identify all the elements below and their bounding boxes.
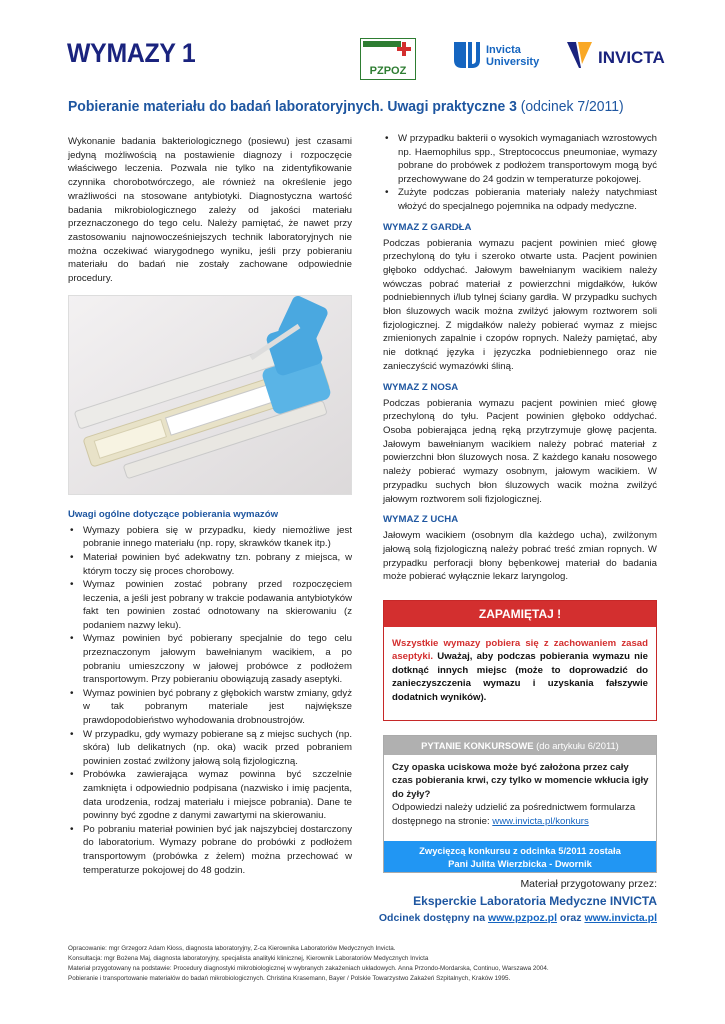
footer-line: Pobieranie i transportowanie materiałów do badań mikrobiologicznych. Christina Krasemann, Bayer / Polskie Towarzystwo Zakażeń Szpitalnych, Kraków 1995. xyxy=(68,975,511,982)
prepared-by-label: Materiał przygotowany przez: xyxy=(520,878,657,890)
quiz-question: Czy opaska uciskowa może być założona przez cały czas pobierania krwi, czy tylko w momencie wkłucia igły do żyły? xyxy=(392,762,649,800)
quiz-form-link[interactable]: www.invicta.pl/konkurs xyxy=(492,815,589,827)
university-emblem-icon xyxy=(452,38,482,70)
remember-red-text: Wszystkie wymazy pobiera się z zachowaniem zasad aseptyki. xyxy=(392,638,648,663)
medical-cross-icon xyxy=(397,42,411,56)
page-subtitle xyxy=(68,98,624,115)
list-item: • Wymaz powinien być pobrany z głębokich warstw zmiany, gdyż w tak pobranym materiale jest największe prawdopodobieństwo wyhodowania drobnoustrojów. xyxy=(68,687,352,728)
invicta-v-icon xyxy=(566,40,594,70)
list-item: • W przypadku bakterii o wysokich wymaganiach wzrostowych np. Haemophilus spp., Streptococcus pneumoniae, wymazy pobrane do probówek z podłożem transportowym mogą być przechowywane do 24 godzin w temperaturze pokojowej. xyxy=(383,132,657,186)
quiz-box xyxy=(383,735,657,873)
footer-line: Materiał przygotowany na podstawie: Procedury diagnostyki mikrobiologicznej w wybranych zakażeniach układowych. Anna Przondo-Mordarska, Continuo, Warszawa 2004. xyxy=(68,965,549,972)
right-column xyxy=(383,132,657,584)
nose-swab-text: Podczas pobierania wymazu pacjent powinien mieć głowę przechyloną do tyłu. Pacjent powinien głęboko oddychać. Osoba pobierająca jedną ręką przytrzymuje głowę pacjenta. Jałowym bawełnianym wacikiem należy pobrać materiał z powierzchni błon śluzowych nosa. Z każdego kanału nosowego należy pobierać wymazy osobnym, jałowym wacikiem. W przypadku suchych błon śluzowych wacik można zwilżyć jałowym roztworem soli fizjologicznej. xyxy=(383,397,657,505)
organization-name: Eksperckie Laboratoria Medyczne INVICTA xyxy=(413,894,657,908)
invicta-university-logo xyxy=(452,38,552,74)
top-notes-list xyxy=(383,132,657,214)
general-notes-list xyxy=(68,524,352,877)
invicta-link[interactable]: www.invicta.pl xyxy=(584,912,657,924)
quiz-answer-info xyxy=(392,801,650,828)
quiz-heading xyxy=(384,736,656,755)
footer-line: Konsultacja: mgr Bożena Maj, diagnosta laboratoryjny, specjalista analityki klinicznej, Kierownik Laboratoriów Medycznych Invicta xyxy=(68,955,429,962)
invicta-logo xyxy=(566,40,686,72)
document-title: WYMAZY 1 xyxy=(67,38,196,68)
quiz-answer-text: Odpowiedzi należy udzielić za pośrednictwem formularza dostępnego na stronie: xyxy=(392,802,636,827)
quiz-winner-line2: Pani Julita Wierzbicka - Dwornik xyxy=(448,858,592,869)
list-item: • Po pobraniu materiał powinien być jak najszybciej dostarczony do laboratorium. Wymazy pobrane do probówki z podłożem transportowym (probówka z żelem) można przechować w temperaturze pokojowej do 48 godzin. xyxy=(68,823,352,877)
swab-tubes-photo xyxy=(68,295,352,495)
intro-paragraph: Wykonanie badania bakteriologicznego (posiewu) jest czasami jedyną możliwością na postawienie diagnozy i rozpoczęcie właściwego leczenia. Pozwala nie tylko na zidentyfikowanie czynnika chorobotwórczego, ale również na określenie jego wrażliwości na stosowane antybiotyki. Diagnostyczna wartość badania mikrobiologicznego zależy od jakości materiału przeznaczonego do tego celu. Należy pamiętać, że nawet przy zastosowaniu najnowocześniejszych technik laboratoryjnych nie można oczekiwać wiarygodnego wyniku, jeśli przy pobieraniu materiału do badań nie zostały zachowane odpowiednie procedury. xyxy=(68,136,352,285)
list-item: • Probówka zawierająca wymaz powinna być szczelnie zamknięta i odpowiednio podpisana (nazwisko i imię pacjenta, data urodzenia, rodzaj materiału i miejsce pobrania). Dane te powinny być zgodne z danymi zawartymi na skierowaniu. xyxy=(68,768,352,822)
list-item: • Wymaz powinien zostać pobrany przed rozpoczęciem leczenia, a jeśli jest pobrany w trakcie podawania antybiotyków fakt ten powinien zostać odnotowany na skierowaniu (z podaniem nazwy leku). xyxy=(68,578,352,632)
university-logo-line1: Invicta xyxy=(486,44,521,56)
pzpoz-logo-bar xyxy=(363,41,401,47)
left-column xyxy=(68,135,352,877)
footer-references xyxy=(68,944,688,984)
list-item: • Materiał powinien być adekwatny tzn. pobrany z miejsca, w którym toczy się proces chorobowy. xyxy=(68,551,352,578)
pzpoz-link[interactable]: www.pzpoz.pl xyxy=(487,912,558,924)
subtitle-episode: (odcinek 7/2011) xyxy=(516,98,624,115)
nose-swab-heading: WYMAZ Z NOSA xyxy=(383,381,459,393)
invicta-logo-text: INVICTA xyxy=(598,48,665,67)
list-item: • Wymaz powinien być pobierany specjalnie do tego celu przeznaczonym jałowym bawełnianym wacikiem, a po pobraniu umieszczony w jałowej probówce z podłożem transportowym. Przy pobieraniu obowiązują zasady aseptyki. xyxy=(68,632,352,686)
pzpoz-logo-text: PZPOZ xyxy=(369,65,407,77)
list-item: • Wymazy pobiera się w przypadku, kiedy niemożliwe jest pobranie innego materiału (np. ropy, skrawków tkanek itp.) xyxy=(68,524,352,551)
quiz-heading-bold: PYTANIE KONKURSOWE xyxy=(421,740,534,751)
throat-swab-heading: WYMAZ Z GARDŁA xyxy=(383,221,472,233)
throat-swab-text: Podczas pobierania wymazu pacjent powinien mieć głowę przechyloną do tyłu i szeroko otwarte usta. Pacjent powinien głęboko oddychać. Jałowym bawełnianym wacikiem należy wówczas pobrać materiał z powierzchni migdałków, łuków podniebiennych i/lub tylnej ściany gardła. W przypadku suchych błon śluzowych wacik można zwilżyć jałowym roztworem soli fizjologicznej. Z migdałków należy pobierać wymaz z miejsc zmienionych zapalnie i czopów ropnych. Należy pamiętać, aby nie dotknąć języka i języczka podniebiennego oraz nie zanieczyścić wymazówki śliną. xyxy=(383,237,657,372)
list-item: • Zużyte podczas pobierania materiały należy natychmiast włożyć do specjalnego pojemnika na odpady medyczne. xyxy=(383,186,657,213)
footer-line: Opracowanie: mgr Grzegorz Adam Kłoss, diagnosta laboratoryjny, Z-ca Kierownika Laboratoriów Medycznych Invicta. xyxy=(68,945,396,952)
university-logo-line2: University xyxy=(486,56,540,68)
ear-swab-text: Jałowym wacikiem (osobnym dla każdego ucha), zwilżonym jałową solą fizjologiczną należy pobrać treść zmian ropnych. W przypadku perforacji błony bębenkowej materiał do badania może pobierać wyłącznie lekarz laryngolog. xyxy=(383,530,657,583)
remember-heading: ZAPAMIĘTAJ ! xyxy=(384,601,656,627)
quiz-winner-line1: Zwycięzcą konkursu z odcinka 5/2011 została xyxy=(419,845,621,856)
swab-tubes-illustration xyxy=(69,296,352,495)
remember-black-text: Uważaj, aby podczas pobierania wymazu nie dotknąć innych miejsc (może to doprowadzić do zanieczyszczenia wymazu i uzyskania fałszywie dodatnich wyników). xyxy=(392,651,648,703)
pzpoz-logo xyxy=(360,38,416,80)
university-logo-text xyxy=(486,44,539,68)
subtitle-main: Pobieranie materiału do badań laboratoryjnych. Uwagi praktyczne 3 xyxy=(68,98,517,115)
credits xyxy=(357,878,657,924)
quiz-body xyxy=(384,755,656,832)
availability-and: oraz xyxy=(557,912,585,924)
quiz-winner-banner xyxy=(384,841,656,872)
availability-prefix: Odcinek dostępny na xyxy=(378,912,488,924)
list-item: • W przypadku, gdy wymazy pobierane są z miejsc suchych (np. skóra) lub delikatnych (np. oka) wacik przed pobraniem powinien zostać zwilżony jałową solą fizjologiczną. xyxy=(68,728,352,769)
remember-body xyxy=(384,627,656,714)
general-notes-heading: Uwagi ogólne dotyczące pobierania wymazów xyxy=(68,508,279,520)
ear-swab-heading: WYMAZ Z UCHA xyxy=(383,514,459,526)
remember-box xyxy=(383,600,657,721)
header xyxy=(0,0,725,86)
quiz-heading-ref: (do artykułu 6/2011) xyxy=(533,740,619,751)
availability-line xyxy=(357,912,657,924)
